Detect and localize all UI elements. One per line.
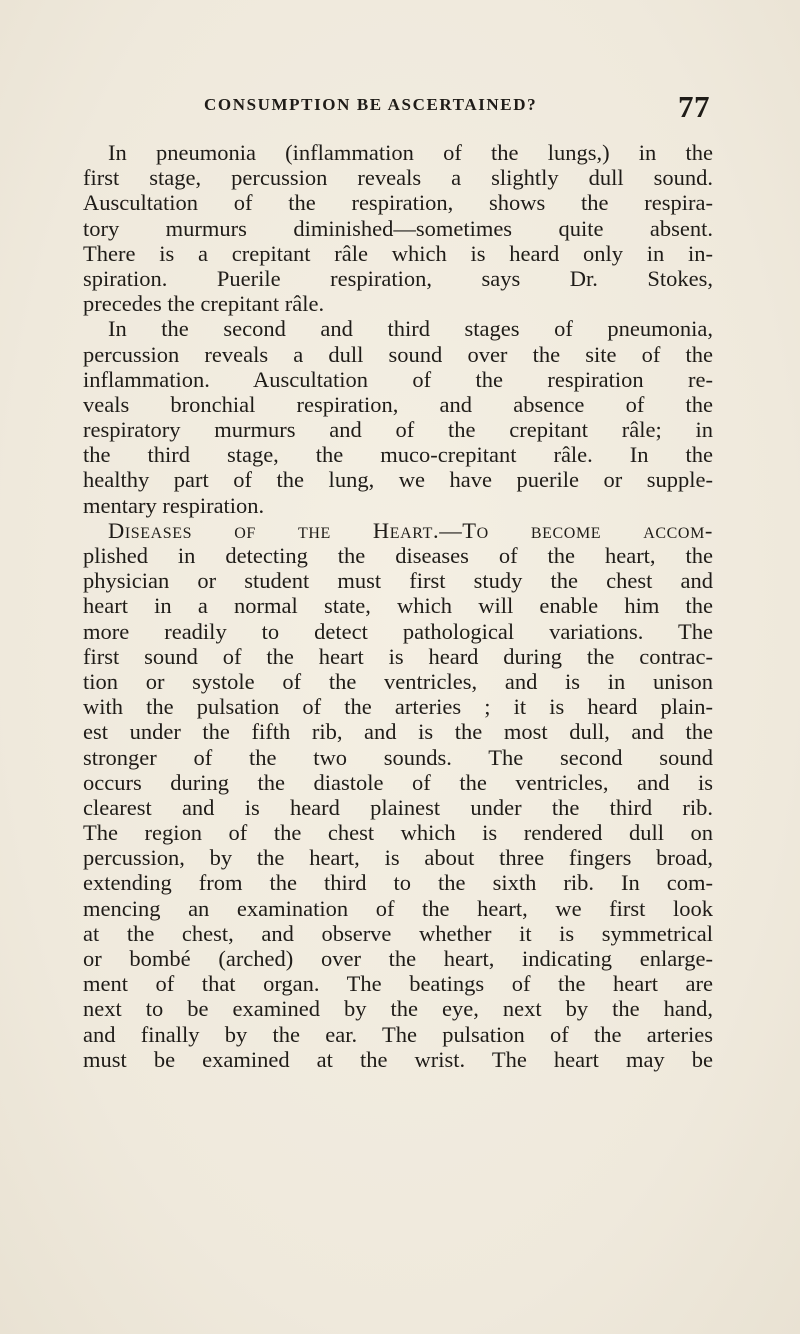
text-line: and finally by the ear. The pulsation of the arteries (83, 1021, 713, 1047)
text-line: veals bronchial respiration, and absence of the (83, 391, 713, 417)
text-line: healthy part of the lung, we have puerile or supple- (83, 467, 713, 493)
text-line: The region of the chest which is rendered dull on (83, 820, 713, 846)
text-line: precedes the crepitant râle. (83, 291, 325, 317)
text-line: or bombé (arched) over the heart, indicating enlarge- (83, 946, 713, 971)
text-line: the third stage, the muco-crepitant râle. In the (83, 442, 713, 468)
text-line: first stage, percussion reveals a slightly dull sound. (83, 165, 713, 191)
text-line: clearest and is heard plainest under the third rib. (83, 794, 713, 820)
text-line: heart in a normal state, which will enable him the (83, 593, 713, 619)
text-line: percussion, by the heart, is about three fingers broad, (83, 845, 713, 871)
text-line: with the pulsation of the arteries ; it is heard plain- (83, 694, 713, 720)
text-line: next to be examined by the eye, next by the hand, (83, 996, 713, 1022)
text-line: mentary respiration. (83, 492, 265, 518)
text-line: est under the fifth rib, and is the most dull, and the (83, 719, 713, 745)
section-heading-line: Diseases of the Heart.—To become accom- (108, 517, 713, 543)
text-line: tion or systole of the ventricles, and is in unison (83, 668, 713, 694)
text-line: plished in detecting the diseases of the heart, the (83, 543, 713, 568)
text-line: first sound of the heart is heard during the contrac- (83, 643, 713, 669)
text-line: more readily to detect pathological variations. The (83, 618, 713, 644)
text-line: stronger of the two sounds. The second sound (83, 744, 713, 770)
text-line: inflammation. Auscultation of the respiration re- (83, 366, 713, 392)
text-line: Auscultation of the respiration, shows the respira- (83, 190, 713, 216)
text-line: must be examined at the wrist. The heart may be (83, 1046, 713, 1072)
page-number: 77 (678, 89, 710, 124)
text-line: at the chest, and observe whether it is symmetrical (83, 920, 713, 946)
running-title: CONSUMPTION BE ASCERTAINED? (204, 95, 538, 114)
text-line: In pneumonia (inflammation of the lungs,) in the (108, 140, 713, 165)
text-line: percussion reveals a dull sound over the site of the (83, 341, 713, 367)
text-line: extending from the third to the sixth rib. In com- (83, 870, 713, 896)
text-line: In the second and third stages of pneumonia, (108, 316, 713, 342)
text-line: tory murmurs diminished—sometimes quite absent. (83, 215, 713, 241)
text-line: occurs during the diastole of the ventricles, and is (83, 769, 713, 795)
body-text (83, 140, 713, 1072)
text-line: spiration. Puerile respiration, says Dr. Stokes, (83, 265, 713, 291)
text-line: mencing an examination of the heart, we first look (83, 895, 713, 921)
running-head (100, 89, 710, 129)
text-line: respiratory murmurs and of the crepitant râle; in (83, 417, 713, 443)
text-line: ment of that organ. The beatings of the heart are (83, 971, 713, 997)
text-line: There is a crepitant râle which is heard only in in- (83, 240, 713, 266)
text-line: physician or student must first study the chest and (83, 568, 713, 594)
